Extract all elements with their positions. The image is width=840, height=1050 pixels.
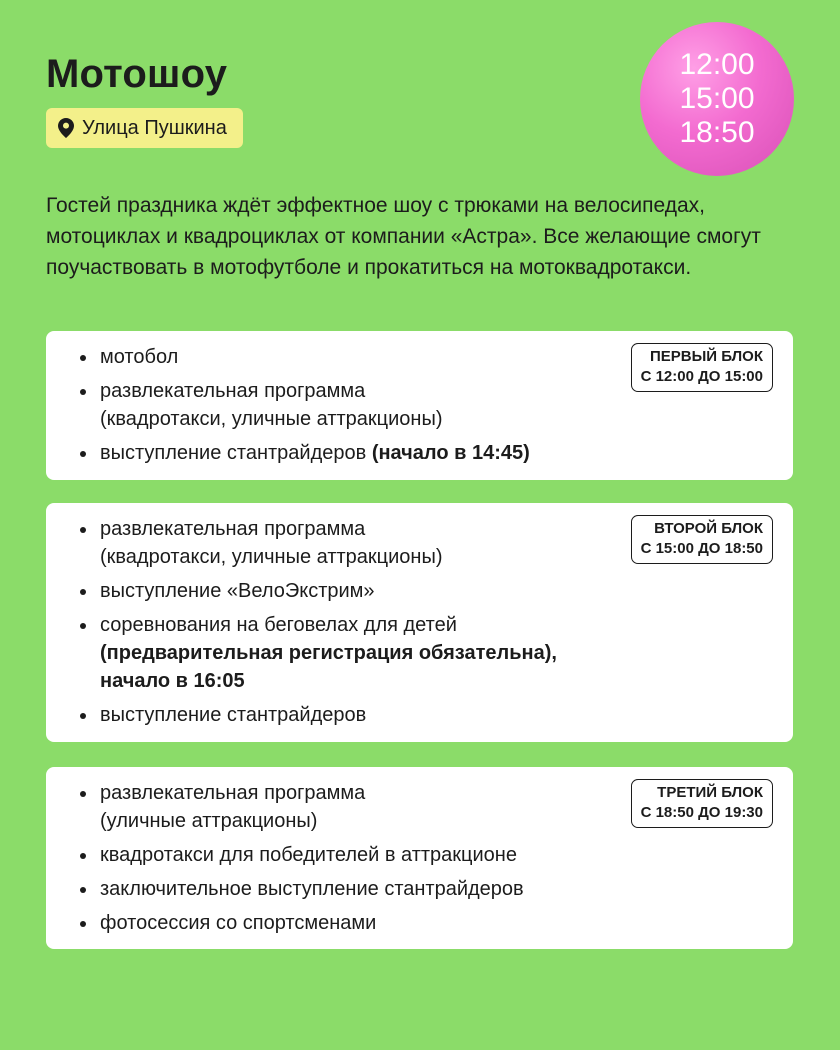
activity-text: соревнования на беговелах для детей	[100, 614, 457, 636]
program-block-card	[46, 503, 793, 742]
activity-text: фотосессия со спортсменами	[100, 912, 377, 934]
activity-list	[100, 343, 620, 467]
activity-list	[100, 779, 620, 937]
activity-item	[100, 343, 620, 371]
activity-item	[100, 779, 620, 835]
block-badge	[631, 515, 773, 564]
activity-item	[100, 875, 620, 903]
time-3: 18:50	[679, 116, 755, 149]
activity-text: квадротакси для победителей в аттракционе	[100, 844, 517, 866]
time-2: 15:00	[679, 82, 755, 115]
intro-text: Гостей праздника ждёт эффектное шоу с трюками на велосипедах, мотоциклах и квадроциклах от компании «Астра». Все желающие смогут поучаствовать в мотофутболе и прокатиться на мотоквадротакси.	[46, 194, 761, 279]
page-title: Мотошоу	[46, 52, 228, 96]
block-name: ТРЕТИЙ БЛОК	[657, 784, 763, 801]
activity-text: выступление стантрайдеров	[100, 442, 372, 464]
activity-note: (начало в 14:45)	[371, 442, 530, 464]
block-name: ПЕРВЫЙ БЛОК	[649, 348, 763, 365]
program-block-card	[46, 331, 793, 480]
activity-text: выступление стантрайдеров	[100, 704, 367, 726]
block-time: С 12:00 ДО 15:00	[640, 368, 763, 385]
time-1: 12:00	[679, 48, 755, 81]
activity-note: (предварительная регистрация обязательна), начало в 16:05	[100, 642, 557, 692]
map-pin-icon	[58, 118, 74, 138]
activity-text: развлекательная программа (уличные аттракционы)	[100, 782, 366, 832]
block-time: С 18:50 ДО 19:30	[640, 804, 763, 821]
activity-item	[100, 701, 620, 729]
activity-item	[100, 611, 620, 695]
activity-text: выступление «ВелоЭкстрим»	[100, 580, 375, 602]
block-name: ВТОРОЙ БЛОК	[654, 520, 763, 537]
activity-item	[100, 439, 620, 467]
program-block-card	[46, 767, 793, 949]
activity-item	[100, 577, 620, 605]
block-time: С 15:00 ДО 18:50	[640, 540, 763, 557]
activity-item	[100, 841, 620, 869]
schedule-times-circle	[640, 22, 794, 176]
activity-list	[100, 515, 620, 729]
activity-text: развлекательная программа (квадротакси, уличные аттракционы)	[100, 518, 443, 568]
activity-text: мотобол	[100, 346, 179, 368]
activity-item	[100, 909, 620, 937]
activity-item	[100, 515, 620, 571]
block-badge	[631, 779, 773, 828]
activity-text: заключительное выступление стантрайдеров	[100, 878, 524, 900]
activity-item	[100, 377, 620, 433]
activity-text: развлекательная программа (квадротакси, уличные аттракционы)	[100, 380, 443, 430]
location-badge	[46, 108, 243, 148]
location-label: Улица Пушкина	[82, 116, 227, 139]
block-badge	[631, 343, 773, 392]
